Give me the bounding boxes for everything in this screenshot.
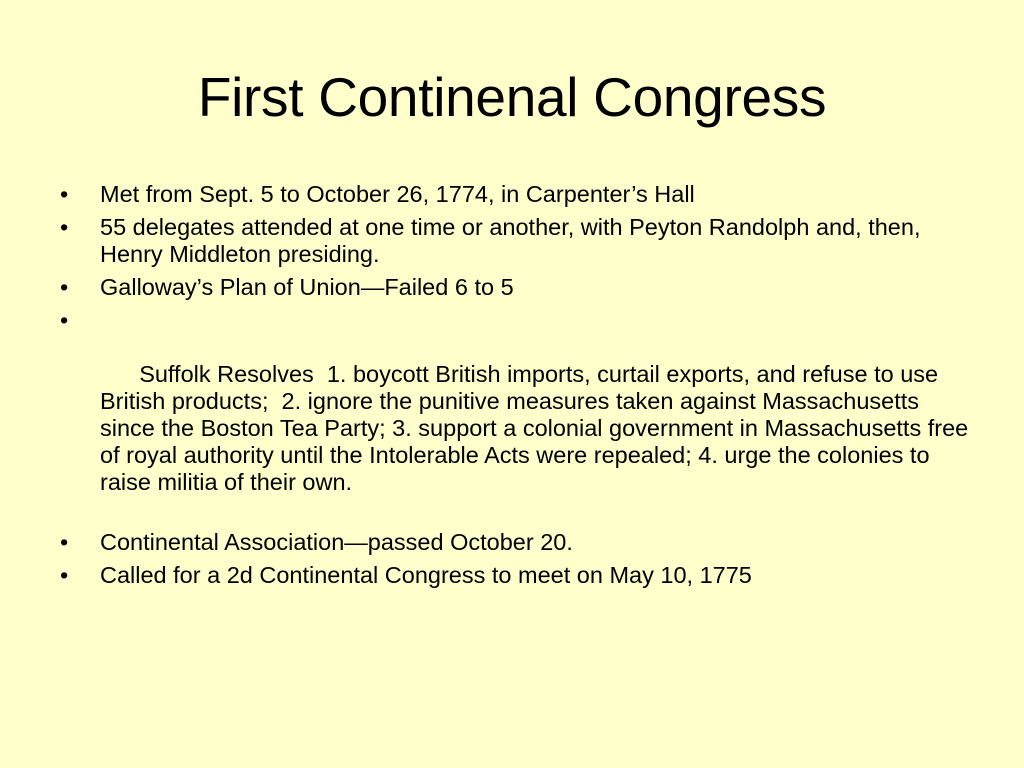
bullet-text: Called for a 2d Continental Congress to meet on May 10, 1775 [100, 562, 752, 588]
bullet-text: Suffolk Resolves 1. boycott British imports, curtail exports, and refuse to use British products; 2. ignore the punitive measures taken against Massachusetts since the Boston Tea Party; 3. support a colonial government in Massachusetts free of royal authority until the Intolerable Acts were repealed; 4. urge the colonies to raise militia of their own. [100, 361, 975, 495]
bullet-item-second-congress [60, 562, 980, 589]
bullet-text: Met from Sept. 5 to October 26, 1774, in Carpenter’s Hall [100, 181, 695, 207]
bullet-item-suffolk-resolves [60, 307, 980, 523]
bullet-icon: • [60, 307, 69, 333]
bullet-icon: • [60, 529, 69, 555]
bullet-icon: • [60, 214, 69, 240]
bullet-item-galloway-plan [60, 274, 980, 301]
bullet-icon: • [60, 274, 69, 300]
bullet-text: Galloway’s Plan of Union—Failed 6 to 5 [100, 274, 514, 300]
bullet-item-delegates [60, 214, 980, 268]
bullet-text: 55 delegates attended at one time or another, with Peyton Randolph and, then, Henry Middleton presiding. [100, 214, 921, 267]
bullet-item-continental-association [60, 529, 980, 556]
bullet-item-meeting [60, 181, 980, 208]
bullet-icon: • [60, 562, 69, 588]
bullet-text: Continental Association—passed October 20. [100, 529, 573, 555]
slide-title: First Continenal Congress [197, 66, 827, 128]
bullet-icon: • [60, 181, 69, 207]
bullet-list [60, 181, 980, 595]
